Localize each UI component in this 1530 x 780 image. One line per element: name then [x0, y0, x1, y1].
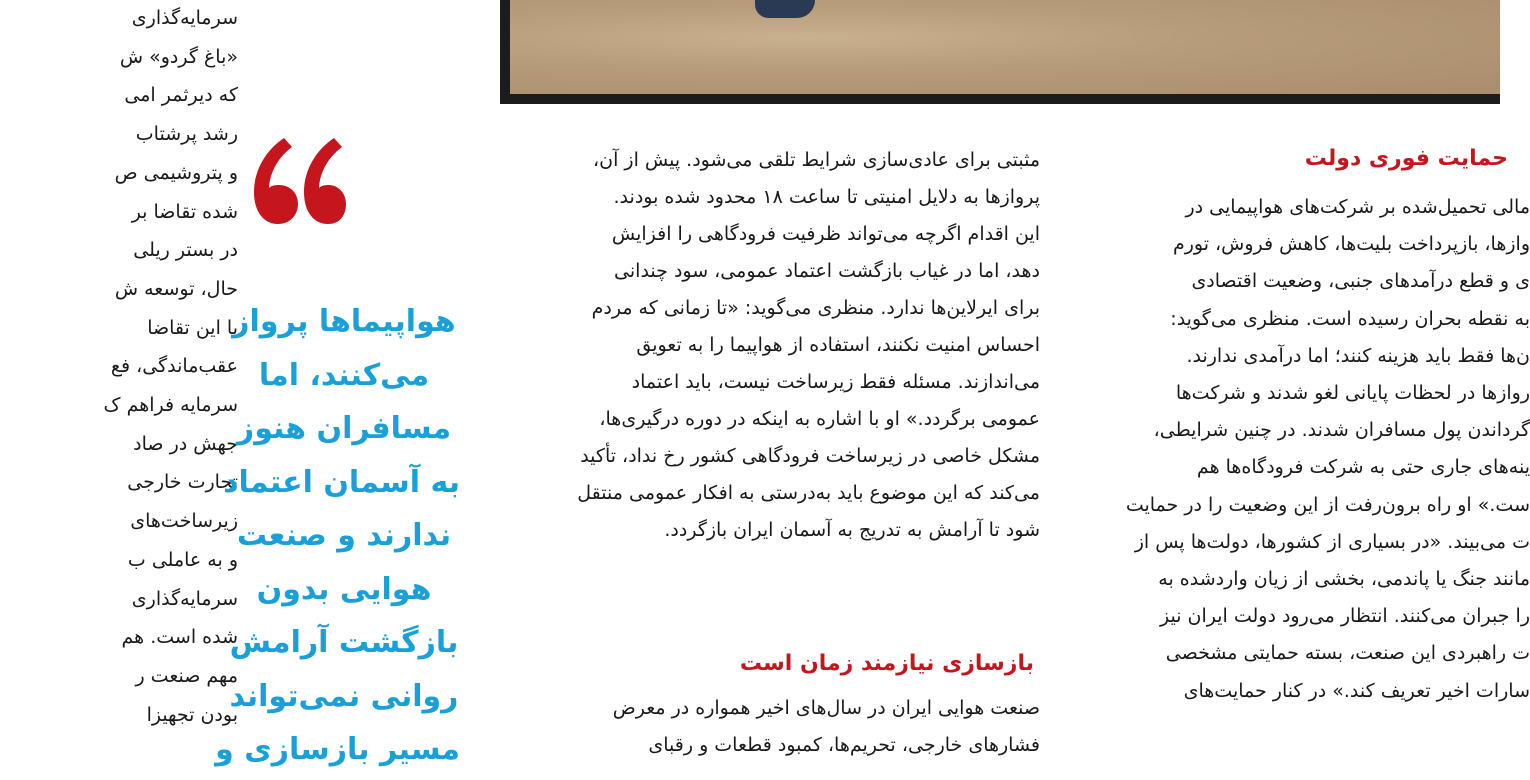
text-line: ینه‌های جاری حتی به شرکت فرودگاه‌ها هم [1196, 456, 1530, 479]
text-line: دهد، اما در غیاب بازگشت اعتماد عمومی، سود چندانی [614, 260, 1040, 282]
text-line: که دیرثمر امی [124, 84, 238, 107]
text-line: مانند جنگ یا پاندمی، بخشی از زیان واردشده به [1158, 568, 1530, 590]
text-line: می‌کند که این موضوع باید به‌درستی به افکار عمومی منتقل [577, 482, 1040, 504]
text-line: پروازها به دلایل امنیتی تا ساعت ۱۸ محدود شده بودند. [613, 186, 1040, 208]
text-line: و به عاملی ب [127, 548, 238, 571]
text-line: ی و قطع درآمدهای جنبی، وضعیت اقتصادی [1191, 270, 1530, 293]
text-line: رشد پرشتاب [135, 123, 238, 146]
pull-quote-line: ندارند و صنعت [236, 518, 452, 553]
text-line: ت می‌بیند. «در بسیاری از کشورها، دولت‌ها پس از [1134, 530, 1530, 553]
text-line: مهم صنعت ر [135, 664, 238, 687]
text-line: به نقطه بحران رسیده است. منظری می‌گوید: [1170, 307, 1530, 330]
quote-mark-icon [236, 120, 346, 240]
text-line: ست.» او راه برون‌رفت از این وضعیت را در حمایت [1125, 493, 1530, 516]
pull-quote-line: هوایی بدون [256, 571, 432, 607]
text-line: این اقدام اگرچه می‌تواند ظرفیت فرودگاهی را افزایش [611, 223, 1040, 245]
text-line: عقب‌ماندگی، فع [110, 355, 238, 378]
text-line: تجارت خارجی [127, 471, 238, 494]
section-heading-reconstruction: بازسازی نیازمند زمان است [739, 651, 1034, 676]
text-line: زیرساخت‌های [130, 510, 238, 533]
text-line: ن‌ها فقط باید هزینه کنند؛ اما درآمدی ندارند. [1186, 344, 1530, 367]
text-line: مثبتی برای عادی‌سازی شرایط تلقی می‌شود. پیش از آن، [592, 149, 1040, 171]
text-line: سرمایه‌گذاری [131, 7, 238, 29]
pull-quote-line: می‌کنند، اما [258, 357, 430, 393]
text-line: سارات اخیر تعریف کند.» در کنار حمایت‌های [1183, 679, 1530, 702]
pull-quote-line: مسافران هنوز [236, 411, 452, 446]
text-line: مشکل خاصی در زیرساخت فرودگاهی کشور رخ نداد، تأکید [580, 445, 1040, 467]
text-line: سرمایه فراهم ک [103, 394, 238, 416]
text-line: در بستر ریلی [133, 239, 238, 262]
text-line: شده تقاضا بر [131, 200, 238, 223]
text-line: حال، توسعه ش [114, 277, 238, 300]
text-line: را جبران می‌کنند. انتظار می‌رود دولت ایران نیز [1159, 605, 1530, 628]
text-line: با این تقاضا [147, 316, 238, 339]
text-line: و پتروشیمی ص [114, 161, 238, 184]
text-line: شده است. هم [121, 626, 238, 649]
text-line: می‌اندازند. مسئله فقط زیرساخت نیست، باید اعتماد [631, 371, 1040, 393]
text-line: مالی تحمیل‌شده بر شرکت‌های هواپیمایی در [1185, 196, 1530, 218]
section-heading-government-support: حمایت فوری دولت [1304, 146, 1508, 171]
pull-quote-line: بازگشت آرامش [229, 625, 459, 660]
text-line: سرمایه‌گذاری [131, 587, 238, 610]
text-line: «باغ گردو» ش [119, 45, 238, 68]
pull-quote-line: هواپیماها پرواز [232, 304, 456, 339]
pull-quote-line: مسیر بازسازی و [215, 732, 460, 767]
text-line: عمومی برگردد.» او با اشاره به اینکه در دوره درگیری‌ها، [599, 408, 1040, 430]
text-line: صنعت هوایی ایران در سال‌های اخیر همواره در معرض [612, 697, 1040, 719]
text-line: وازها، بازپرداخت بلیت‌ها، کاهش فروش، تورم [1172, 233, 1530, 256]
text-line: برای ایرلاین‌ها ندارد. منظری می‌گوید: «تا زمانی که مردم [591, 297, 1040, 319]
text-line: جهش در صاد [133, 432, 238, 455]
text-line: گرداندن پول مسافران شدند. در چنین شرایطی، [1153, 419, 1530, 442]
left-text-column [0, 0, 238, 780]
text-line: روازها در لحظات پایانی لغو شدند و شرکت‌ها [1175, 382, 1530, 404]
text-line: فشارهای خارجی، تحریم‌ها، کمبود قطعات و رقبای [648, 734, 1040, 756]
middle-text-column [488, 0, 1040, 780]
text-line: ت راهبردی این صنعت، بسته حمایتی مشخصی [1165, 642, 1530, 665]
text-line: احساس امنیت نکنند، استفاده از هواپیما را به تعویق [636, 334, 1040, 356]
pull-quote-line: به آسمان اعتماد [223, 464, 460, 500]
pull-quote [215, 295, 460, 780]
pull-quote-line: روانی نمی‌تواند [229, 678, 459, 714]
text-line: شود تا آرامش به تدریج به آسمان ایران بازگردد. [664, 519, 1040, 541]
right-text-column [1066, 0, 1530, 780]
text-line: بودن تجهیزا [146, 703, 238, 726]
